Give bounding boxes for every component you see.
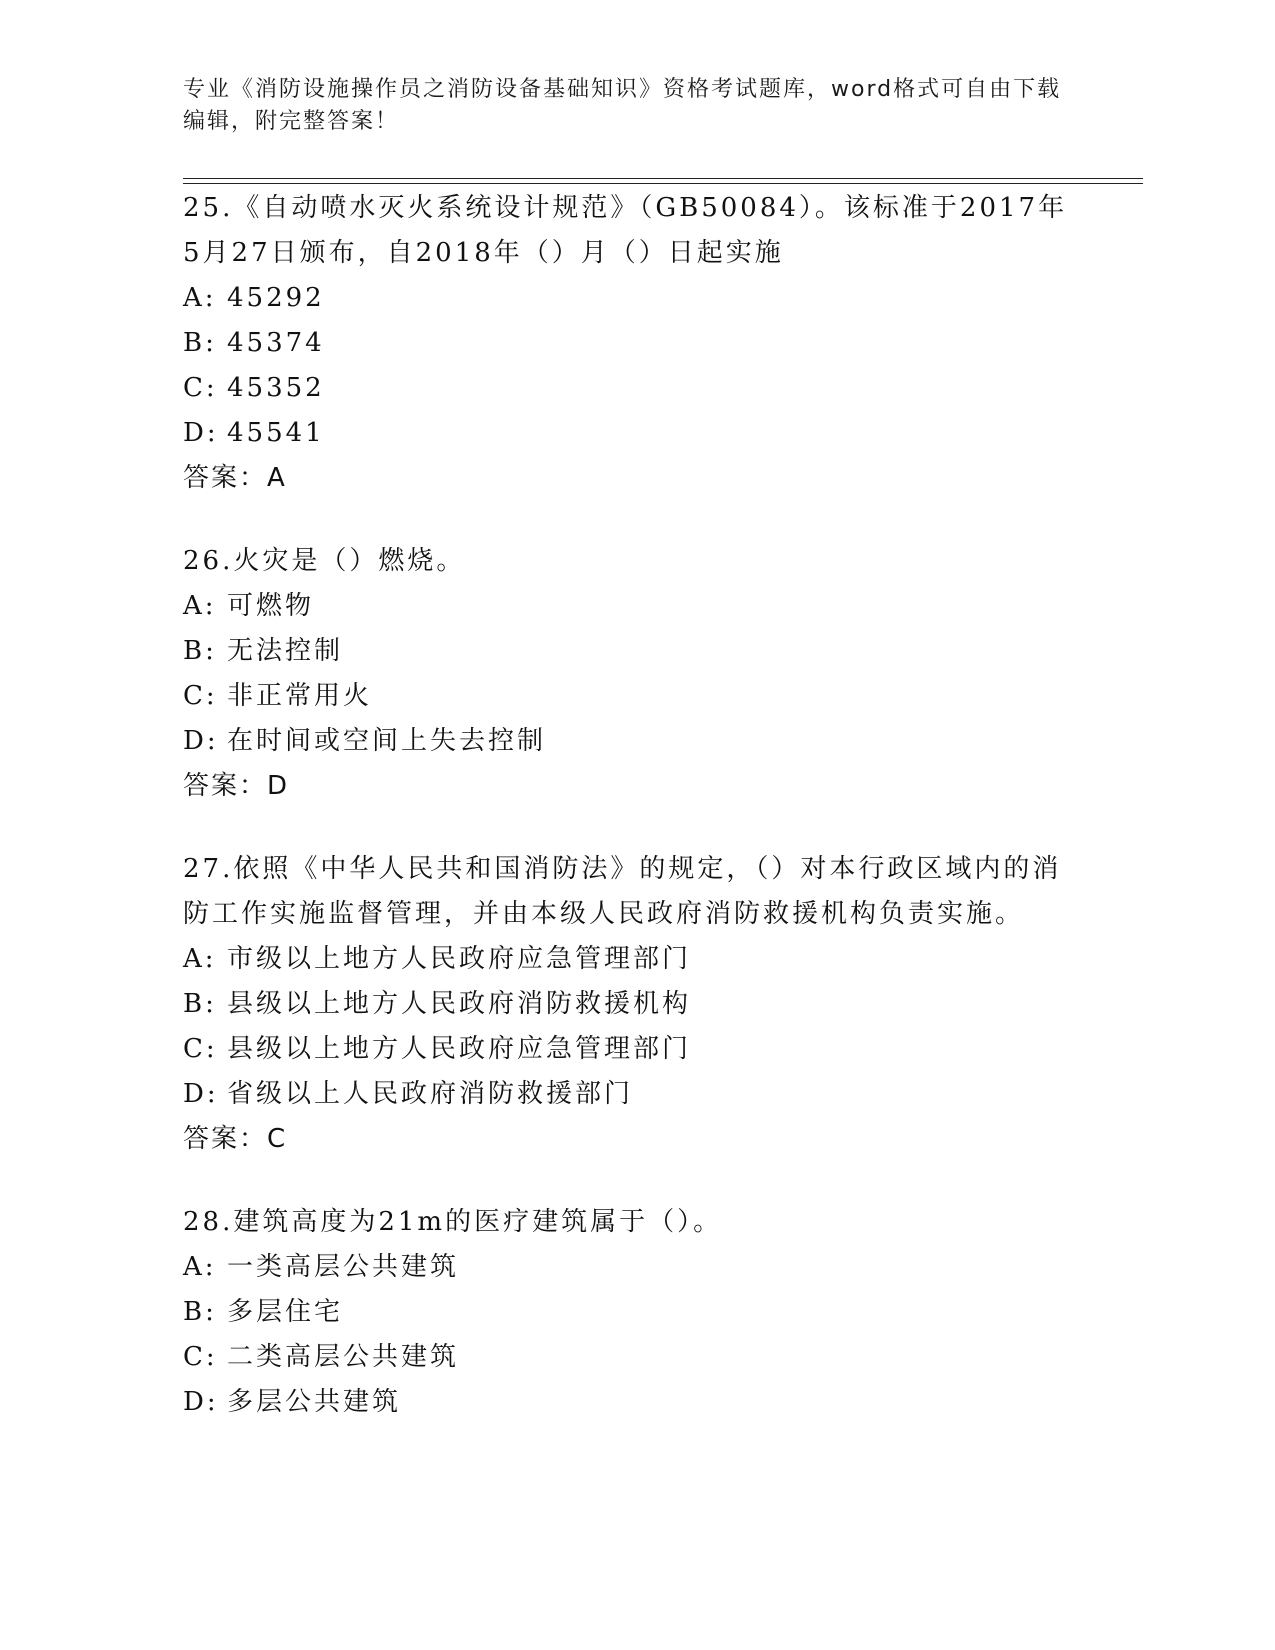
option-d	[183, 719, 1083, 764]
option-letter: B:	[183, 328, 217, 358]
option-b	[183, 629, 1083, 674]
option-letter: A:	[183, 1252, 217, 1282]
option-text: 省级以上人民政府消防救援部门	[227, 1079, 634, 1109]
option-letter: B:	[183, 636, 217, 666]
question-27	[183, 847, 1083, 1162]
option-letter: D:	[183, 418, 219, 448]
option-letter: C:	[183, 1034, 218, 1064]
answer-line: 答案：C	[183, 1124, 288, 1154]
option-letter: C:	[183, 1342, 218, 1372]
question-stem: 25.《自动喷水灭火系统设计规范》（GB50084）。该标准于2017年5月27日颁布，自2018年（）月（）日起实施	[183, 193, 1068, 268]
option-d	[183, 1380, 1083, 1425]
option-text: 45352	[227, 373, 325, 403]
option-text: 可燃物	[227, 591, 315, 621]
option-text: 非正常用火	[227, 681, 373, 711]
question-25	[183, 186, 1083, 501]
option-text: 二类高层公共建筑	[227, 1342, 460, 1372]
question-stem: 27.依照《中华人民共和国消防法》的规定，（）对本行政区域内的消防工作实施监督管理，并由本级人民政府消防救援机构负责实施。	[183, 854, 1062, 929]
answer-line: 答案：D	[183, 771, 290, 801]
option-d	[183, 1072, 1083, 1117]
option-letter: A:	[183, 283, 217, 313]
option-letter: B:	[183, 1297, 217, 1327]
option-text: 一类高层公共建筑	[227, 1252, 460, 1282]
option-letter: D:	[183, 1079, 219, 1109]
question-26	[183, 539, 1083, 809]
option-text: 无法控制	[227, 636, 344, 666]
option-b	[183, 321, 1083, 366]
option-text: 在时间或空间上失去控制	[227, 726, 547, 756]
option-letter: D:	[183, 726, 219, 756]
option-text: 多层住宅	[227, 1297, 344, 1327]
option-letter: C:	[183, 373, 218, 403]
option-d	[183, 411, 1083, 456]
option-text: 45541	[227, 418, 325, 448]
header-divider-bottom	[183, 183, 1143, 184]
option-c	[183, 366, 1083, 411]
option-b	[183, 982, 1083, 1027]
option-a	[183, 276, 1083, 321]
option-a	[183, 1245, 1083, 1290]
option-letter: A:	[183, 591, 217, 621]
option-c	[183, 674, 1083, 719]
option-letter: C:	[183, 681, 218, 711]
option-c	[183, 1027, 1083, 1072]
option-text: 多层公共建筑	[227, 1387, 402, 1417]
option-letter: D:	[183, 1387, 219, 1417]
option-text: 45374	[227, 328, 325, 358]
option-a	[183, 937, 1083, 982]
question-28	[183, 1200, 1083, 1425]
question-list	[183, 186, 1083, 1463]
option-b	[183, 1290, 1083, 1335]
option-text: 市级以上地方人民政府应急管理部门	[227, 944, 692, 974]
option-letter: A:	[183, 944, 217, 974]
option-a	[183, 584, 1083, 629]
question-stem: 26.火灾是（）燃烧。	[183, 546, 466, 576]
option-text: 45292	[227, 283, 325, 313]
header-divider-top	[183, 178, 1143, 179]
option-letter: B:	[183, 989, 217, 1019]
document-header: 专业《消防设施操作员之消防设备基础知识》资格考试题库，word格式可自由下载编辑，附完整答案！	[183, 77, 1062, 134]
option-c	[183, 1335, 1083, 1380]
option-text: 县级以上地方人民政府应急管理部门	[227, 1034, 692, 1064]
option-text: 县级以上地方人民政府消防救援机构	[227, 989, 692, 1019]
question-stem: 28.建筑高度为21m的医疗建筑属于（）。	[183, 1207, 723, 1237]
answer-line: 答案：A	[183, 463, 287, 493]
